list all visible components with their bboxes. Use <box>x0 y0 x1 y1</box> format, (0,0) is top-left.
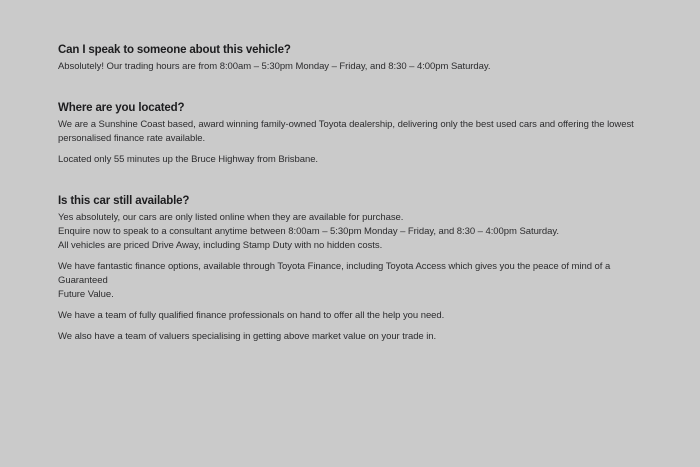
faq-question: Can I speak to someone about this vehicle? <box>58 44 291 56</box>
faq-answer <box>58 118 642 167</box>
faq-line: Located only 55 minutes up the Bruce Highway from Brisbane. <box>58 154 319 165</box>
faq-paragraph <box>58 211 642 253</box>
faq-paragraph <box>58 330 642 344</box>
faq-line: All vehicles are priced Drive Away, including Stamp Duty with no hidden costs. <box>58 240 383 251</box>
faq-paragraph <box>58 118 642 146</box>
faq-answer <box>58 211 642 344</box>
faq-line: Yes absolutely, our cars are only listed online when they are available for purchase. <box>58 212 404 223</box>
faq-line: Enquire now to speak to a consultant anytime between 8:00am – 5:30pm Monday – Friday, and 8:30 – 4:00pm Saturday. <box>58 226 559 237</box>
faq-line: Absolutely! Our trading hours are from 8:00am – 5:30pm Monday – Friday, and 8:30 – 4:00pm Saturday. <box>58 61 491 72</box>
faq-paragraph <box>58 60 642 74</box>
faq-line: We are a Sunshine Coast based, award winning family-owned Toyota dealership, delivering only the best used cars and offering the lowest <box>58 119 634 130</box>
faq-answer <box>58 60 642 74</box>
faq-line: We have fantastic finance options, available through Toyota Finance, including Toyota Access which gives you the peace of mind of a Guaranteed <box>58 261 611 286</box>
faq-section-availability <box>58 194 642 344</box>
faq-line: We also have a team of valuers specialising in getting above market value on your trade in. <box>58 331 437 342</box>
faq-line: personalised finance rate available. <box>58 133 206 144</box>
faq-paragraph <box>58 309 642 323</box>
faq-paragraph <box>58 260 642 302</box>
faq-section-location <box>58 101 642 167</box>
faq-paragraph <box>58 153 642 167</box>
faq-question: Where are you located? <box>58 102 185 114</box>
faq-question: Is this car still available? <box>58 195 190 207</box>
faq-line: We have a team of fully qualified finance professionals on hand to offer all the help you need. <box>58 310 445 321</box>
faq-section-speak-to-someone <box>58 43 642 74</box>
faq-line: Future Value. <box>58 289 114 300</box>
